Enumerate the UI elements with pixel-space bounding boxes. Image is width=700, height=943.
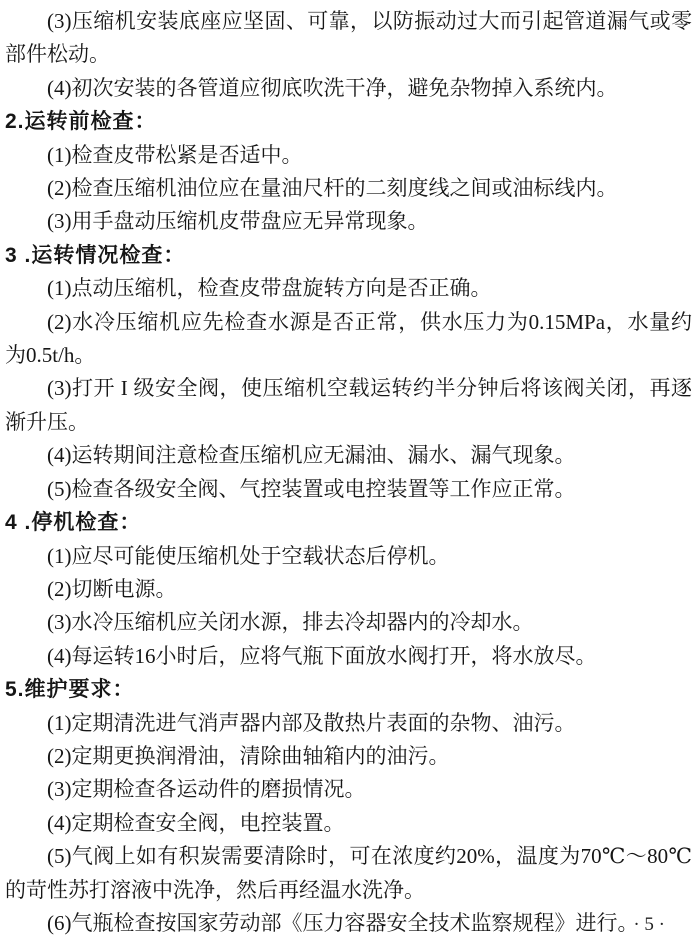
page-number: · 5 ·: [633, 914, 665, 935]
paragraph: (2)水冷压缩机应先检查水源是否正常，供水压力为0.15MPa，水量约为0.5t/h。: [5, 309, 692, 368]
paragraph: (3)压缩机安装底座应坚固、可靠，以防振动过大而引起管道漏气或零部件松动。: [5, 9, 692, 67]
paragraph: (4)初次安装的各管道应彻底吹洗干净，避免杂物掉入系统内。: [47, 75, 618, 100]
paragraph: (1)应尽可能使压缩机处于空载状态后停机。: [47, 543, 450, 568]
section-heading: 2.运转前检查：: [5, 110, 157, 134]
paragraph: (3)打开 I 级安全阀，使压缩机空载运转约半分钟后将该阀关闭，再逐渐升压。: [5, 376, 692, 434]
paragraph: (6)气瓶检查按国家劳动部《压力容器安全技术监察规程》进行。: [47, 910, 639, 935]
section-heading: 3 .运转情况检查：: [5, 243, 186, 267]
paragraph: (1)检查皮带松紧是否适中。: [47, 142, 303, 167]
section-heading: 4 .停机检查：: [5, 511, 142, 535]
paragraph: (1)点动压缩机，检查皮带盘旋转方向是否正确。: [47, 276, 492, 301]
paragraph: (2)切断电源。: [47, 576, 177, 601]
paragraph: (3)用手盘动压缩机皮带盘应无异常现象。: [47, 209, 429, 234]
paragraph: (5)气阀上如有积炭需要清除时，可在浓度约20%，温度为70℃～80℃的苛性苏打溶液中洗净，然后再经温水洗净。: [5, 844, 692, 902]
paragraph: (4)运转期间注意检查压缩机应无漏油、漏水、漏气现象。: [47, 443, 576, 468]
paragraph: (5)检查各级安全阀、气控装置或电控装置等工作应正常。: [47, 476, 576, 501]
paragraph: (3)定期检查各运动件的磨损情况。: [47, 777, 366, 802]
paragraph: (1)定期清洗进气消声器内部及散热片表面的杂物、油污。: [47, 710, 576, 735]
paragraph: (4)定期检查安全阀，电控装置。: [47, 810, 345, 835]
section-heading: 5.维护要求：: [5, 678, 135, 702]
paragraph: (3)水冷压缩机应关闭水源，排去冷却器内的冷却水。: [47, 610, 534, 635]
paragraph: (4)每运转16小时后，应将气瓶下面放水阀打开，将水放尽。: [47, 643, 597, 668]
paragraph: (2)检查压缩机油位应在量油尺杆的二刻度线之间或油标线内。: [47, 176, 618, 201]
paragraph: (2)定期更换润滑油，清除曲轴箱内的油污。: [47, 743, 450, 768]
